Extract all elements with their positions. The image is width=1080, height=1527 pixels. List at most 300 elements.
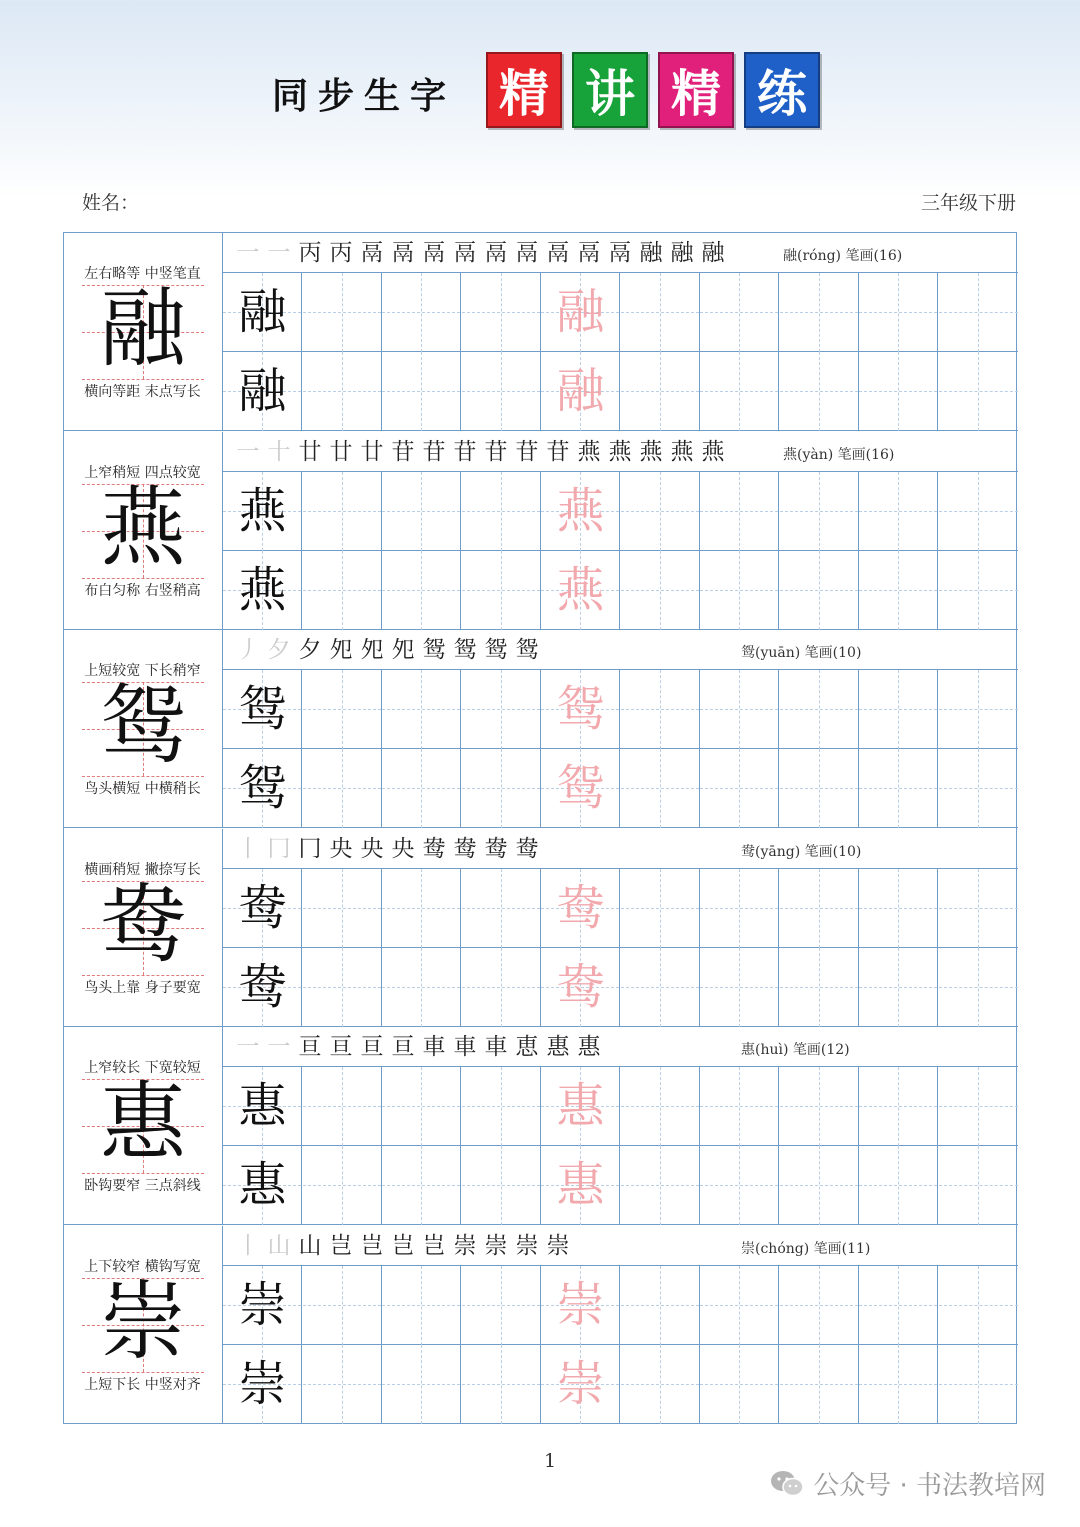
practice-cell[interactable] [859,1146,938,1225]
cell-guide-line [819,551,820,630]
practice-cell[interactable] [223,352,302,431]
practice-cell[interactable] [700,948,779,1027]
cell-guide-line [819,273,820,352]
practice-cell[interactable] [780,352,859,431]
stroke-step: 崇 [484,1232,508,1259]
cell-guide-line [978,472,979,551]
stroke-order-row [223,630,1018,670]
cell-guide-line [501,670,502,749]
practice-cell[interactable] [303,749,382,828]
watermark-text: 公众号 · 书法教培网 [813,1471,1046,1501]
cell-guide-line [421,1266,422,1345]
practice-cell[interactable] [541,1067,620,1146]
practice-cell[interactable] [541,1345,620,1424]
practice-cell[interactable] [780,948,859,1027]
writing-tip-bottom: 布白匀称 右竖稍高 [84,582,201,599]
practice-cell[interactable] [541,670,620,749]
cell-guide-line [501,869,502,948]
practice-cell[interactable] [223,869,302,948]
practice-cell[interactable] [223,551,302,630]
practice-cell[interactable] [382,1146,461,1225]
practice-cell[interactable] [382,1266,461,1345]
title-badges [486,52,820,128]
tracing-character: 惠 [556,1157,605,1213]
practice-sheet [63,232,1017,1424]
model-character: 融 [100,279,186,379]
cell-guide-line [342,472,343,551]
cell-guide-line [819,1345,820,1424]
character-block [64,432,1018,630]
practice-cell[interactable] [859,670,938,749]
stroke-step: 燕 [608,438,632,465]
writing-tip-top: 上窄稍短 四点较宽 [84,464,201,481]
badge-jiang: 讲 [572,52,648,128]
writing-tip-top: 上窄较长 下宽较短 [84,1060,201,1076]
cell-guide-line [898,1146,899,1225]
practice-cell[interactable] [859,273,938,352]
cell-guide-line [739,352,740,431]
cell-guide-line [660,869,661,948]
stroke-step: 鬲 [391,240,415,266]
practice-cell[interactable] [462,1146,541,1225]
practice-cell[interactable] [939,1067,1018,1146]
practice-cell[interactable] [462,948,541,1027]
stroke-step: 苷 [546,438,570,465]
cell-guide-line [819,1146,820,1225]
practice-row [223,1067,1018,1146]
practice-row [223,749,1018,828]
practice-cell[interactable] [223,749,302,828]
cell-guide-line [898,472,899,551]
practice-cell[interactable] [462,551,541,630]
writing-tip-top: 左右略等 中竖笔直 [84,266,201,282]
stroke-step: 鸯 [484,835,508,862]
stroke-step: 恵 [515,1034,539,1060]
model-character: 鸯 [100,874,186,975]
practice-cell[interactable] [382,1067,461,1146]
practice-cell[interactable] [303,948,382,1027]
cell-guide-line [978,551,979,630]
practice-cell[interactable] [780,551,859,630]
cell-guide-line [898,551,899,630]
stroke-step: 一 [267,240,291,266]
character-block [64,829,1018,1027]
practice-row [223,472,1018,551]
practice-cell[interactable] [859,869,938,948]
stroke-step: 丿 [236,637,260,663]
practice-cell[interactable] [382,948,461,1027]
model-character: 鸳 [100,676,186,776]
sample-character: 燕 [238,482,287,539]
practice-cell[interactable] [223,1146,302,1225]
practice-cell[interactable] [541,948,620,1027]
cell-guide-line [660,551,661,630]
cell-guide-line [421,1345,422,1424]
cell-guide-line [978,1067,979,1146]
practice-cell[interactable] [939,749,1018,828]
practice-cell[interactable] [621,670,700,749]
practice-cell[interactable] [303,869,382,948]
cell-guide-line [739,749,740,828]
practice-cell[interactable] [700,869,779,948]
cell-guide-line [978,1146,979,1225]
practice-cell[interactable] [462,472,541,551]
stroke-order-row [223,432,1018,472]
stroke-step: 鸯 [515,835,539,862]
practice-cell[interactable] [780,1345,859,1424]
cell-guide-line [819,749,820,828]
practice-cell[interactable] [700,1345,779,1424]
practice-cell[interactable] [462,352,541,431]
stroke-step: 鬲 [608,240,632,266]
practice-cell[interactable] [223,670,302,749]
cell-guide-line [421,472,422,551]
tracing-character: 鸯 [556,958,605,1015]
stroke-step: 車 [422,1034,446,1060]
practice-cell[interactable] [462,869,541,948]
cell-guide-line [978,869,979,948]
practice-row [223,670,1018,749]
name-label: 姓名： [82,192,140,214]
practice-cell[interactable] [382,869,461,948]
practice-cell[interactable] [859,472,938,551]
practice-cell[interactable] [382,551,461,630]
practice-cell[interactable] [859,948,938,1027]
pinyin-stroke-count: 鸳(yuān) 笔画(10) [741,645,862,661]
practice-cell[interactable] [939,948,1018,1027]
practice-cell[interactable] [303,1345,382,1424]
practice-cell[interactable] [780,869,859,948]
cell-guide-line [819,1266,820,1345]
practice-row [223,948,1018,1027]
practice-cell[interactable] [541,869,620,948]
tracing-character: 崇 [556,1355,605,1412]
practice-cell[interactable] [223,948,302,1027]
badge-jing-1: 精 [486,52,562,128]
cell-guide-line [978,670,979,749]
stroke-step: 鬲 [546,240,570,266]
guide-line [82,379,204,380]
cell-guide-line [342,1067,343,1146]
practice-cell[interactable] [382,352,461,431]
tracing-character: 鸳 [556,760,605,816]
pinyin-stroke-count: 融(róng) 笔画(16) [783,248,903,264]
practice-cell[interactable] [303,1067,382,1146]
cell-guide-line [898,670,899,749]
sample-character: 崇 [238,1276,287,1333]
cell-guide-line [898,749,899,828]
stroke-step: 車 [484,1034,508,1060]
cell-guide-line [898,869,899,948]
cell-guide-line [421,273,422,352]
writing-tip-bottom: 鸟头横短 中横稍长 [84,781,201,797]
writing-tip-bottom: 卧钩要窄 三点斜线 [84,1178,201,1194]
practice-cell[interactable] [462,273,541,352]
stroke-step: 冂 [267,835,291,862]
practice-cell[interactable] [462,1266,541,1345]
sample-character: 鸯 [238,958,287,1015]
practice-cell[interactable] [939,472,1018,551]
cell-guide-line [501,1067,502,1146]
practice-cell[interactable] [303,352,382,431]
stroke-step: 夕 [298,637,322,663]
cell-guide-line [739,1146,740,1225]
sample-character: 融 [238,284,287,340]
cell-guide-line [739,1067,740,1146]
practice-cell[interactable] [939,670,1018,749]
practice-cell[interactable] [621,948,700,1027]
practice-cell[interactable] [700,1266,779,1345]
writing-tip-top: 上下较窄 横钩写宽 [84,1258,201,1275]
practice-row [223,869,1018,948]
practice-cell[interactable] [382,472,461,551]
character-block [64,233,1018,431]
stroke-step: 丨 [236,835,260,862]
practice-cell[interactable] [303,472,382,551]
practice-cell[interactable] [700,749,779,828]
practice-cell[interactable] [223,1345,302,1424]
practice-cell[interactable] [541,1146,620,1225]
model-character-box [82,676,204,776]
stroke-step: 夗 [391,637,415,663]
stroke-order-sequence [235,636,540,664]
practice-cell[interactable] [303,1146,382,1225]
practice-cell[interactable] [621,472,700,551]
practice-cell[interactable] [621,1146,700,1225]
practice-cell[interactable] [700,1067,779,1146]
practice-cell[interactable] [223,1266,302,1345]
practice-cell[interactable] [780,472,859,551]
practice-cell[interactable] [939,869,1018,948]
practice-cell[interactable] [382,1345,461,1424]
stroke-step: 岂 [391,1232,415,1259]
practice-cell[interactable] [621,869,700,948]
stroke-step: 廿 [360,438,384,465]
practice-cell[interactable] [700,670,779,749]
guide-line [82,1173,204,1174]
stroke-step: 一 [236,438,260,465]
cell-guide-line [421,352,422,431]
practice-cell[interactable] [939,1266,1018,1345]
practice-cell[interactable] [621,1266,700,1345]
grade-label: 三年级下册 [920,192,1016,214]
stroke-step: 苷 [515,438,539,465]
cell-guide-line [421,670,422,749]
sample-character: 鸯 [238,879,287,936]
practice-cell[interactable] [859,1345,938,1424]
writing-tip-top: 横画稍短 撇捺写长 [84,861,201,878]
practice-cell[interactable] [541,352,620,431]
model-character-box [82,477,204,578]
stroke-step: 鸳 [515,637,539,663]
practice-cell[interactable] [939,1345,1018,1424]
cell-guide-line [898,1345,899,1424]
stroke-step: 鬲 [515,240,539,266]
stroke-step: 燕 [701,438,725,465]
model-character: 惠 [100,1073,186,1173]
stroke-step: 鬲 [360,240,384,266]
stroke-step: 車 [453,1034,477,1060]
cell-guide-line [342,352,343,431]
practice-cell[interactable] [462,749,541,828]
cell-guide-line [660,472,661,551]
cell-guide-line [739,948,740,1027]
practice-cell[interactable] [541,749,620,828]
guide-line [82,776,204,777]
practice-cell[interactable] [939,1146,1018,1225]
stroke-step: 央 [391,835,415,862]
practice-cell[interactable] [621,273,700,352]
badge-lian: 练 [744,52,820,128]
practice-cell[interactable] [700,551,779,630]
character-block [64,1226,1018,1424]
practice-cell[interactable] [780,1067,859,1146]
tracing-character: 鸯 [556,879,605,936]
stroke-step: 崇 [515,1232,539,1259]
practice-cell[interactable] [700,1146,779,1225]
practice-cell[interactable] [859,352,938,431]
practice-cell[interactable] [462,1345,541,1424]
practice-cell[interactable] [859,551,938,630]
model-character: 燕 [100,477,186,578]
practice-cell[interactable] [780,273,859,352]
wechat-icon [769,1469,805,1499]
pinyin-stroke-count: 燕(yàn) 笔画(16) [783,446,895,463]
practice-cell[interactable] [780,749,859,828]
cell-guide-line [660,749,661,828]
cell-guide-line [739,869,740,948]
practice-cell[interactable] [541,551,620,630]
pinyin-stroke-count: 崇(chóng) 笔画(11) [741,1240,871,1257]
practice-cell[interactable] [700,472,779,551]
practice-cell[interactable] [859,749,938,828]
practice-cell[interactable] [541,273,620,352]
cell-guide-line [898,948,899,1027]
stroke-step: 夗 [329,637,353,663]
practice-cell[interactable] [621,352,700,431]
tracing-character: 燕 [556,482,605,539]
cell-guide-line [819,670,820,749]
cell-guide-line [660,948,661,1027]
practice-cell[interactable] [303,273,382,352]
sample-character: 惠 [238,1157,287,1213]
stroke-step: 鸯 [422,835,446,862]
practice-cell[interactable] [382,749,461,828]
tracing-character: 融 [556,363,605,419]
practice-cell[interactable] [382,273,461,352]
tracing-character: 燕 [556,561,605,618]
stroke-step: 一 [236,240,260,266]
stroke-step: 山 [267,1232,291,1259]
cell-guide-line [421,1067,422,1146]
stroke-step: 惠 [546,1034,570,1060]
cell-guide-line [898,1266,899,1345]
stroke-order-sequence [235,835,540,863]
writing-tip-bottom: 横向等距 末点写长 [84,384,201,400]
sample-character: 鸳 [238,760,287,816]
practice-cell[interactable] [700,273,779,352]
cell-guide-line [739,551,740,630]
cell-guide-line [819,948,820,1027]
page-title: 同步生字 [272,76,457,117]
practice-cell[interactable] [541,472,620,551]
practice-cell[interactable] [621,1067,700,1146]
cell-guide-line [342,273,343,352]
guide-line [82,1372,204,1373]
cell-guide-line [421,948,422,1027]
stroke-order-row [223,1027,1018,1067]
practice-cell[interactable] [223,273,302,352]
stroke-step: 鬲 [577,240,601,266]
practice-cell[interactable] [939,352,1018,431]
stroke-step: 崇 [453,1232,477,1259]
practice-cell[interactable] [382,670,461,749]
practice-cell[interactable] [303,551,382,630]
practice-cell[interactable] [462,670,541,749]
practice-cell[interactable] [621,749,700,828]
practice-row [223,352,1018,431]
practice-cell[interactable] [621,1345,700,1424]
stroke-step: 一 [236,1034,260,1060]
cell-guide-line [739,1345,740,1424]
practice-cell[interactable] [541,1266,620,1345]
stroke-step: 崇 [546,1232,570,1259]
sample-character: 崇 [238,1355,287,1412]
cell-guide-line [978,948,979,1027]
practice-cell[interactable] [303,1266,382,1345]
cell-guide-line [978,352,979,431]
cell-guide-line [739,472,740,551]
stroke-step: 鸳 [453,637,477,663]
stroke-step: 丙 [329,240,353,266]
stroke-order-row [223,1226,1018,1266]
practice-cell[interactable] [780,1146,859,1225]
stroke-step: 燕 [639,438,663,465]
practice-cell[interactable] [223,1067,302,1146]
cell-guide-line [342,948,343,1027]
practice-cell[interactable] [939,273,1018,352]
stroke-step: 苷 [422,438,446,465]
practice-cell[interactable] [621,551,700,630]
practice-cell[interactable] [859,1266,938,1345]
tracing-character: 融 [556,284,605,340]
stroke-order-sequence [235,1033,602,1061]
cell-guide-line [660,352,661,431]
cell-guide-line [421,551,422,630]
practice-cell[interactable] [462,1067,541,1146]
practice-cell[interactable] [223,472,302,551]
stroke-order-row [223,233,1018,273]
stroke-step: 十 [267,438,291,465]
practice-cell[interactable] [303,670,382,749]
model-character-box [82,279,204,379]
cell-guide-line [501,1345,502,1424]
practice-cell[interactable] [939,551,1018,630]
cell-guide-line [819,1067,820,1146]
stroke-step: 鬲 [422,240,446,266]
stroke-step: 苷 [391,438,415,465]
stroke-step: 冂 [298,835,322,862]
cell-guide-line [501,472,502,551]
practice-cell[interactable] [859,1067,938,1146]
character-guide [64,1027,223,1225]
practice-cell[interactable] [700,352,779,431]
cell-guide-line [421,749,422,828]
practice-cell[interactable] [780,670,859,749]
practice-cell[interactable] [780,1266,859,1345]
stroke-step: 亘 [329,1034,353,1060]
pinyin-stroke-count: 鸯(yāng) 笔画(10) [741,843,862,860]
